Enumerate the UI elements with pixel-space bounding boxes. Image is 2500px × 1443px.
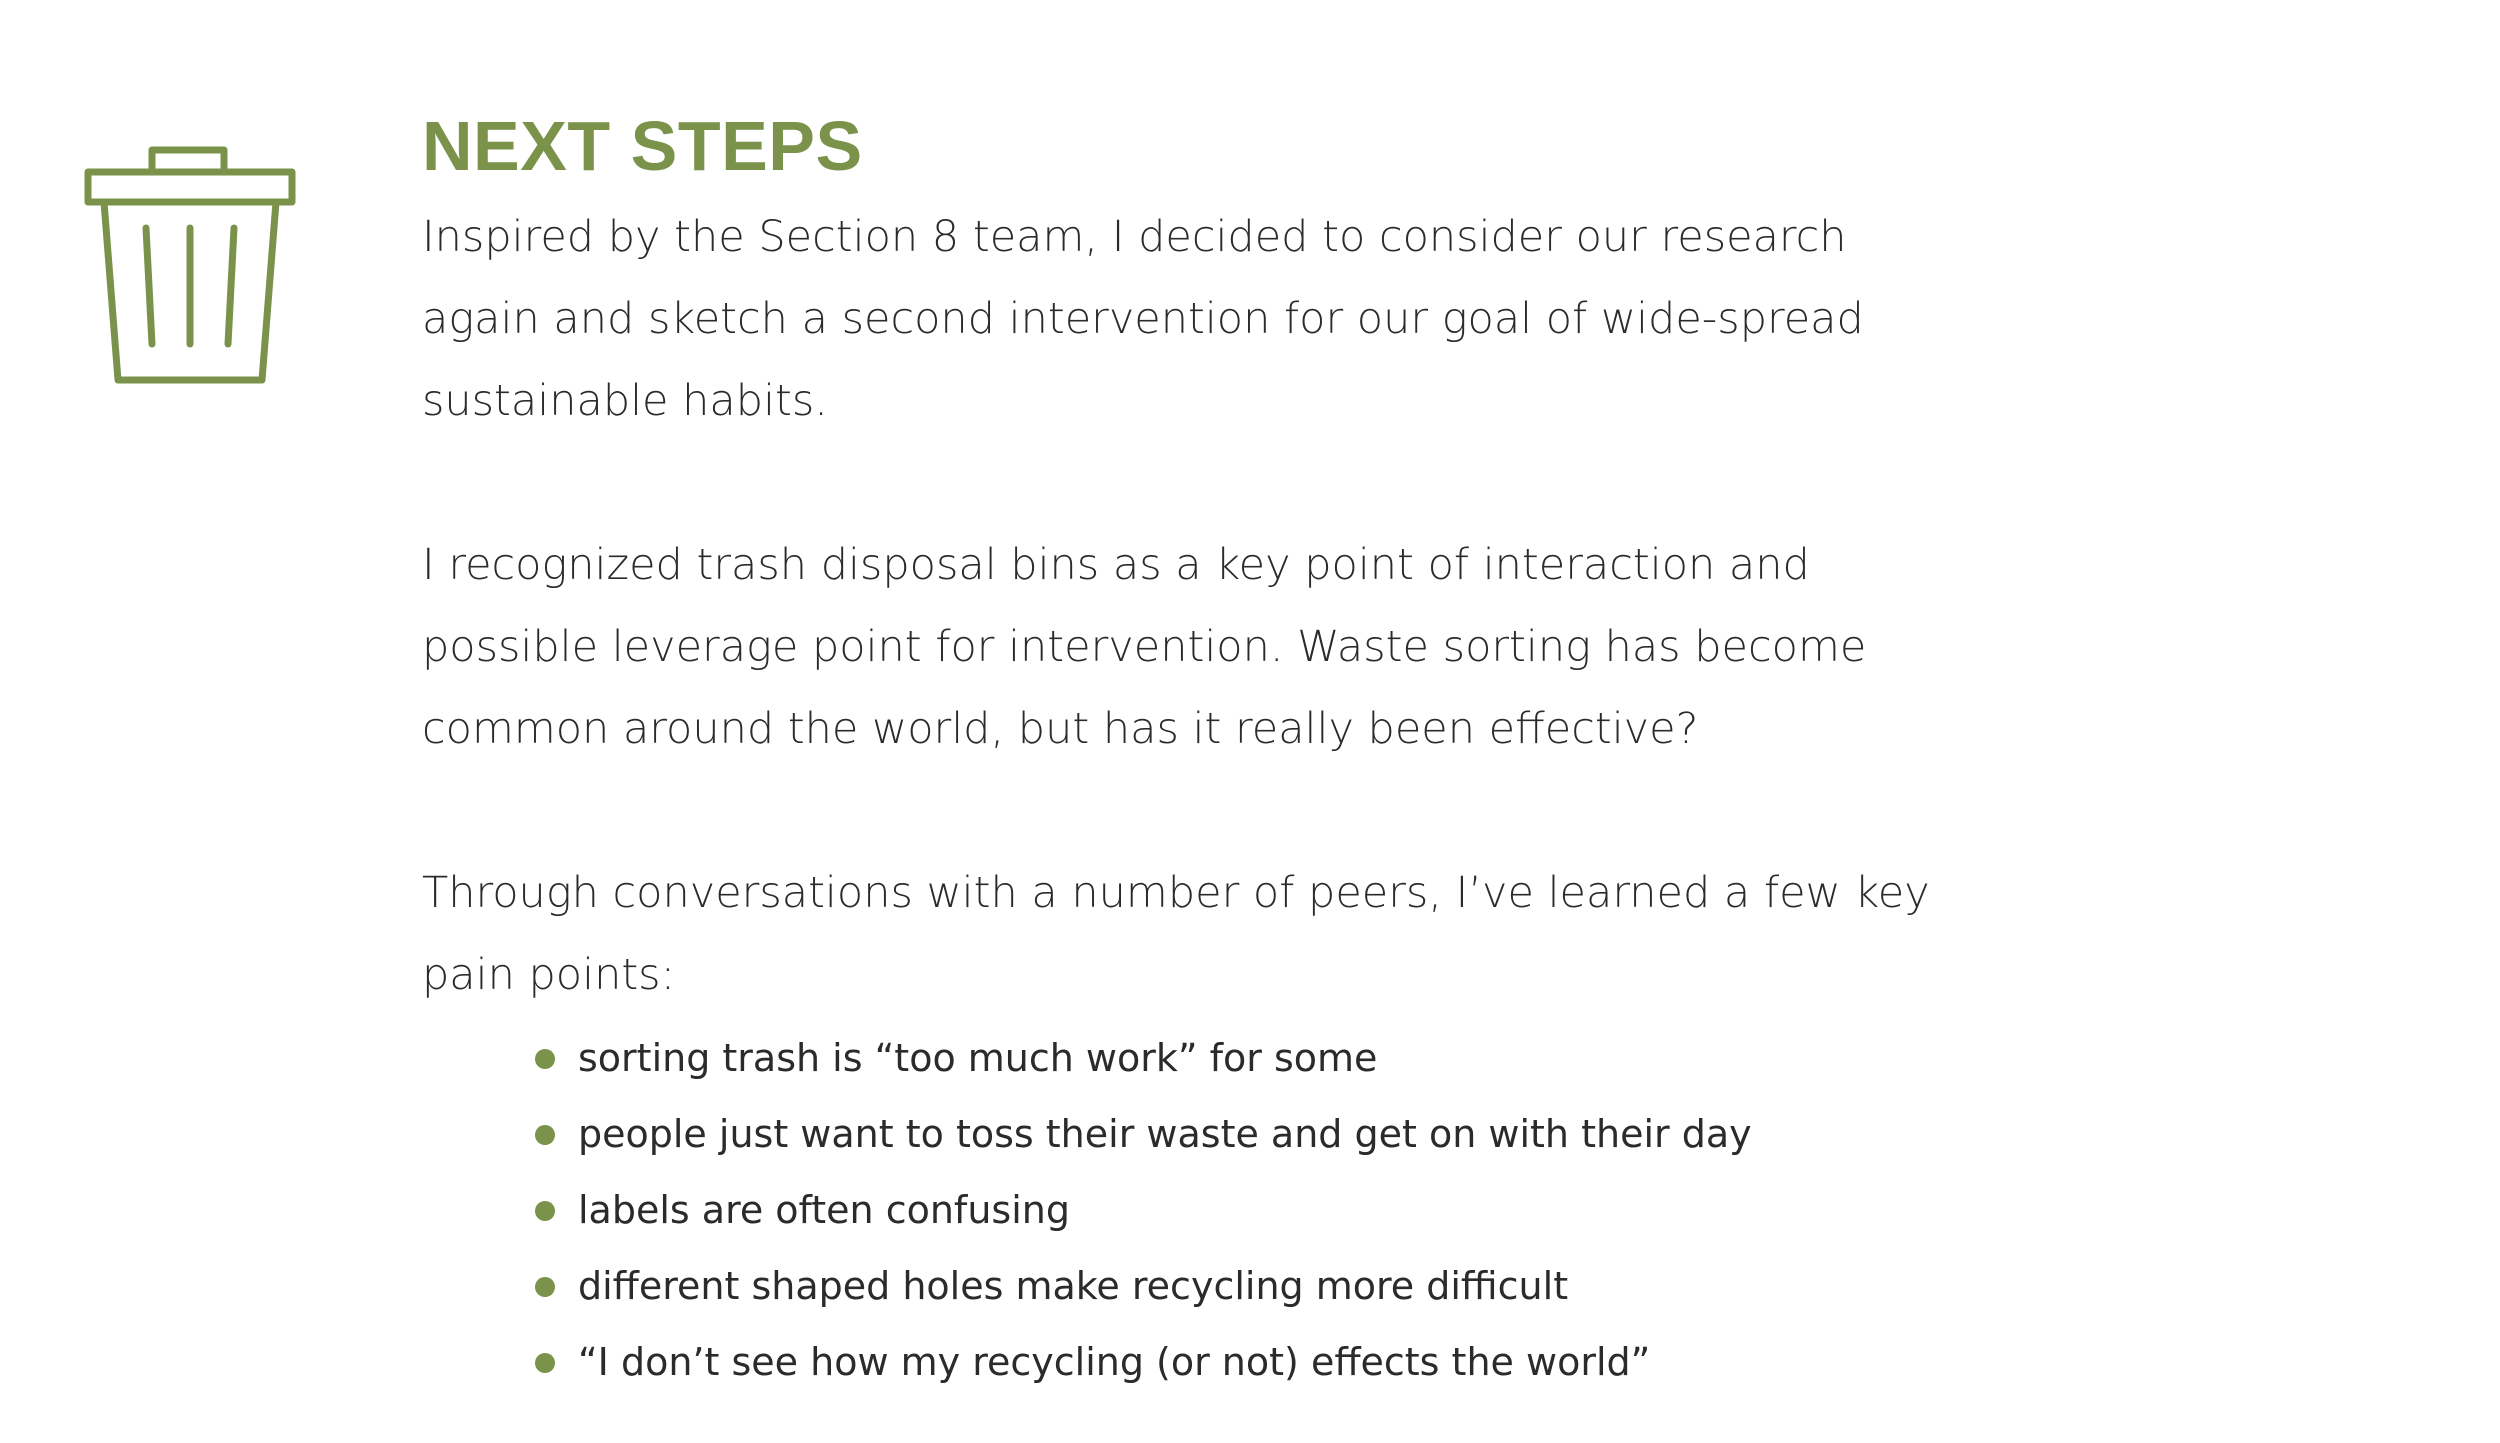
main-content <box>422 104 1982 1400</box>
list-item-text: sorting trash is “too much work” for some <box>578 1036 1378 1080</box>
list-item-text: different shaped holes make recycling more difficult <box>578 1264 1569 1308</box>
list-item <box>535 1248 1982 1324</box>
bullet-dot-icon <box>535 1201 555 1221</box>
trash-can-icon <box>84 146 296 386</box>
observation-paragraph: I recognized trash disposal bins as a key point of interaction and possible leverage point for intervention. Waste sorting has become common around the world, but has it really been effective? <box>422 540 1867 754</box>
pain-points-intro: Through conversations with a number of peers, I’ve learned a few key pain points: <box>422 868 1930 1000</box>
page-title: NEXT STEPS <box>422 107 863 185</box>
list-item-text: people just want to toss their waste and get on with their day <box>578 1112 1752 1156</box>
list-item-text: “I don’t see how my recycling (or not) effects the world” <box>578 1340 1651 1384</box>
list-item <box>535 1020 1982 1096</box>
list-item <box>535 1324 1982 1400</box>
list-item <box>535 1096 1982 1172</box>
intro-paragraph: Inspired by the Section 8 team, I decided to consider our research again and sketch a second intervention for our goal of wide-spread sustainable habits. <box>422 212 1864 426</box>
bullet-dot-icon <box>535 1353 555 1373</box>
pain-points-list <box>535 1020 1982 1400</box>
bullet-dot-icon <box>535 1277 555 1297</box>
list-item <box>535 1172 1982 1248</box>
bullet-dot-icon <box>535 1125 555 1145</box>
list-item-text: labels are often confusing <box>578 1188 1070 1232</box>
bullet-dot-icon <box>535 1049 555 1069</box>
